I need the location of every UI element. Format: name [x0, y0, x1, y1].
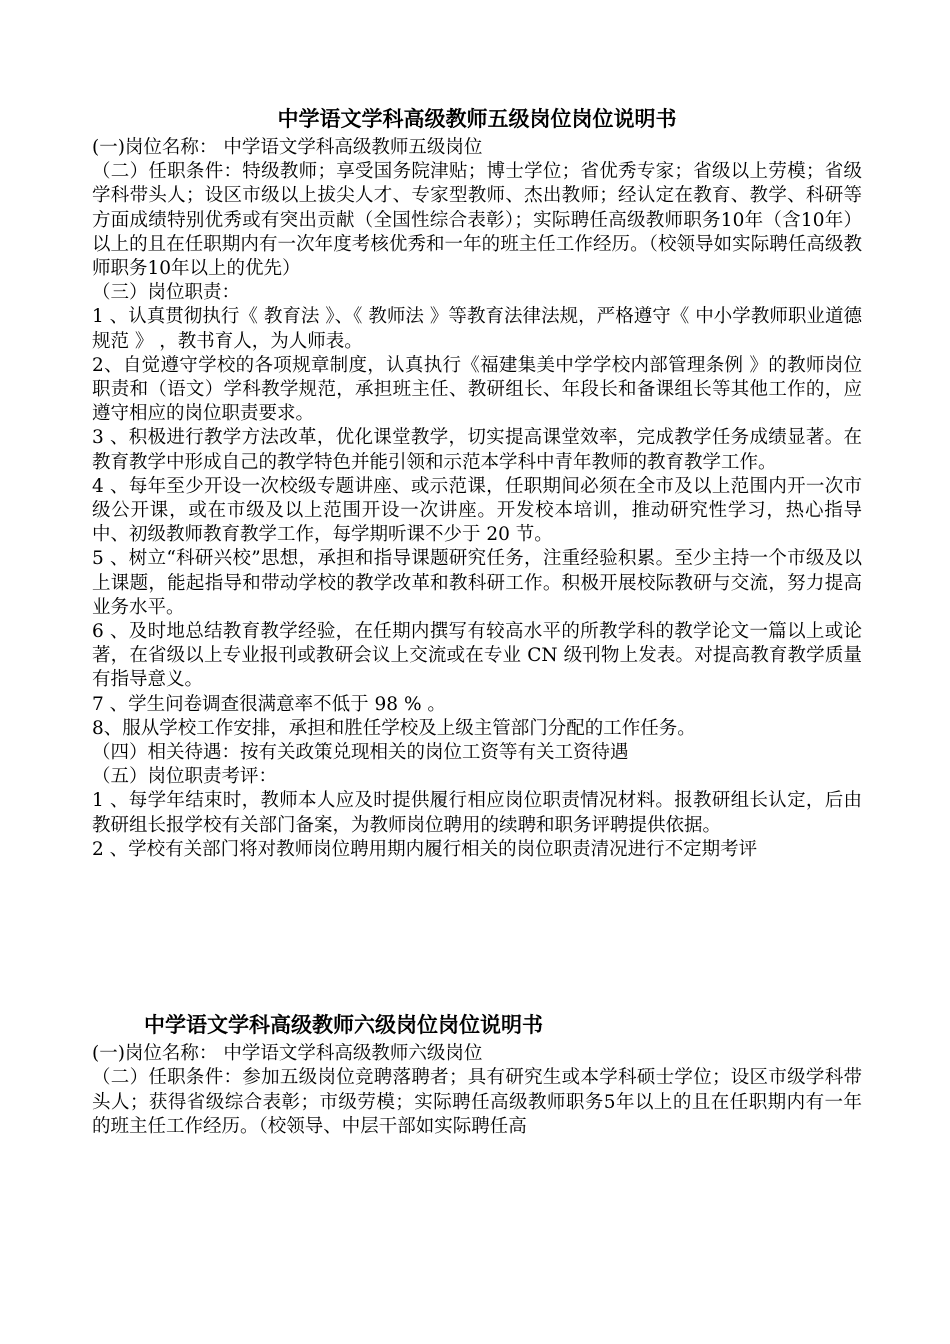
paragraph: （二）任职条件：特级教师；享受国务院津贴；博士学位；省优秀专家；省级以上劳模；省级学科带头人；设区市级以上拔尖人才、专家型教师、杰出教师；经认定在教育、教学、科研等方面成绩特别优秀或有突出贡献（全国性综合表彰）；实际聘任高级教师职务10年（含10年）以上的且在任职期内有一次年度考核优秀和一年的班主任工作经历。（校领导如实际聘任高级教师职务10年以上的优先）: [92, 161, 862, 280]
paragraph: 8、服从学校工作安排，承担和胜任学校及上级主管部门分配的工作任务。: [92, 717, 696, 739]
paragraph: 7 、学生问卷调查很满意率不低于 98 % 。: [92, 693, 446, 715]
paragraph: 3 、积极进行教学方法改革，优化课堂教学，切实提高课堂效率，完成教学任务成绩显著。在教育教学中形成自己的教学特色并能引领和示范本学科中青年教师的教育教学工作。: [92, 427, 862, 473]
paragraph: （四）相关待遇：按有关政策兑现相关的岗位工资等有关工资待遇: [92, 742, 629, 764]
section2-body: [92, 1042, 862, 1139]
paragraph: (一)岗位名称： 中学语文学科高级教师六级岗位: [92, 1043, 483, 1065]
paragraph: （二）任职条件：参加五级岗位竞聘落聘者；具有研究生或本学科硕士学位；设区市级学科带头人；获得省级综合表彰；市级劳模；实际聘任高级教师职务5年以上的且在任职期内有一年的班主任工作经历。（校领导、中层干部如实际聘任高: [92, 1067, 862, 1137]
paragraph: 2、自觉遵守学校的各项规章制度，认真执行《福建集美中学学校内部管理条例 》的教师岗位职责和（语文）学科教学规范，承担班主任、教研组长、年段长和备课组长等其他工作的，应遵守相应的岗位职责要求。: [92, 354, 862, 425]
document-page: [92, 104, 862, 1139]
paragraph: （五）岗位职责考评：: [92, 766, 278, 788]
section-gap: [92, 862, 862, 1010]
paragraph: 4 、每年至少开设一次校级专题讲座、或示范课，任职期间必须在全市及以上范围内开一次市级公开课，或在市级及以上范围开设一次讲座。开发校本培训，推动研究性学习，热心指导中、初级教师教育教学工作，每学期听课不少于 20 节。: [92, 475, 862, 546]
paragraph: 1 、认真贯彻执行《 教育法 》、《 教师法 》等教育法律法规，严格遵守《 中小学教师职业道德规范 》 ，教书育人，为人师表。: [92, 306, 862, 352]
paragraph: 2 、学校有关部门将对教师岗位聘用期内履行相关的岗位职责清况进行不定期考评: [92, 838, 758, 860]
paragraph: 6 、及时地总结教育教学经验，在任期内撰写有较高水平的所教学科的教学论文一篇以上或论著，在省级以上专业报刊或教研会议上交流或在专业 CN 级刊物上发表。对提高教育教学质量有指导意义。: [92, 621, 862, 691]
paragraph: (一)岗位名称： 中学语文学科高级教师五级岗位: [92, 137, 483, 158]
section2-title: 中学语文学科高级教师六级岗位岗位说明书: [144, 1013, 543, 1038]
paragraph: （三）岗位职责：: [92, 282, 241, 304]
paragraph: 1 、每学年结束时，教师本人应及时提供履行相应岗位职责情况材料。报教研组长认定，后由教研组长报学校有关部门备案，为教师岗位聘用的续聘和职务评聘提供依据。: [92, 790, 862, 836]
section1-title: 中学语文学科高级教师五级岗位岗位说明书: [277, 107, 677, 131]
section1-body: [92, 136, 862, 862]
paragraph: 5 、树立“科研兴校”思想，承担和指导课题研究任务，注重经验积累。至少主持一个市级及以上课题，能起指导和带动学校的教学改革和教科研工作。积极开展校际教研与交流，努力提高业务水平。: [92, 548, 862, 618]
